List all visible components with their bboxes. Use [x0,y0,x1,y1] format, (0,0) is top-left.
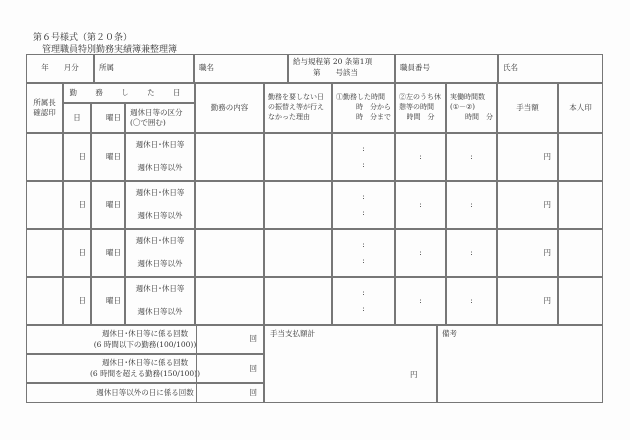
work-content-field[interactable] [195,181,264,229]
manager-seal-field[interactable] [26,133,63,181]
break-l1: ②左のうち休 [399,93,441,102]
count-field-2[interactable]: 回 [196,354,264,383]
work-content-field[interactable] [195,133,264,181]
worked-time-field[interactable] [332,277,395,325]
day-field[interactable]: 日 [63,277,91,325]
day-field[interactable]: 日 [63,133,91,181]
actual-l3: 時間 分 [465,112,493,121]
start-colon: : [362,143,365,153]
holiday-class-l2: (〇で囲む) [130,118,166,127]
option-holiday[interactable]: 週休日･休日等 [135,140,185,150]
weekday-field[interactable]: 曜日 [91,277,125,325]
manager-seal-header [26,83,63,133]
manager-seal-field[interactable] [26,229,63,277]
break-time-field[interactable]: : [395,229,446,277]
option-holiday[interactable]: 週休日･休日等 [135,188,185,198]
option-holiday[interactable]: 週休日･休日等 [135,284,185,294]
weekday-field[interactable]: 曜日 [91,229,125,277]
remarks-field[interactable] [437,325,603,403]
reason-field[interactable] [264,229,332,277]
worked-time-l2: 時 分から [356,103,391,112]
start-colon: : [362,191,365,201]
reason-field[interactable] [264,181,332,229]
allowance-field[interactable]: 円 [497,133,558,181]
end-colon: : [362,160,365,169]
holiday-class-field[interactable] [125,229,195,277]
option-non-holiday[interactable]: 週休日等以外 [137,259,183,269]
weekday-field[interactable]: 曜日 [91,133,125,181]
reason-field[interactable] [264,277,332,325]
break-time-header [395,83,446,133]
actual-hours-field[interactable]: : [446,277,497,325]
remarks-label: 備考 [442,329,457,338]
total-payment-label: 手当支払額計 [270,329,315,338]
weekday-header: 曜日 [91,103,125,133]
holiday-class-field[interactable] [125,277,195,325]
summary-row1-l1: 週休日･休日等に係る回数 [101,329,189,338]
actual-hours-field[interactable]: : [446,229,497,277]
actual-hours-header [446,83,497,133]
reason-header [264,83,332,133]
actual-l2: (①－②) [450,103,476,112]
option-non-holiday[interactable]: 週休日等以外 [137,211,183,221]
worked-time-field[interactable] [332,229,395,277]
work-content-field[interactable] [195,277,264,325]
holiday-class-header [125,103,195,133]
holiday-class-l1: 週休日等の区分 [130,107,183,117]
option-non-holiday[interactable]: 週休日等以外 [137,163,183,173]
weekday-field[interactable]: 曜日 [91,181,125,229]
total-yen-unit: 円 [410,370,418,379]
allowance-field[interactable]: 円 [497,181,558,229]
self-seal-field[interactable] [558,229,603,277]
allowance-field[interactable]: 円 [497,277,558,325]
break-time-field[interactable]: : [395,181,446,229]
affiliation-field[interactable]: 所属 [94,54,194,83]
total-payment-field[interactable] [264,325,437,403]
actual-l1: 実働時間数 [450,93,485,102]
self-seal-header: 本人印 [558,83,603,133]
end-colon: : [362,256,365,265]
form-title: 管理職員特別勤務実績簿兼整理簿 [42,45,178,55]
day-header: 日 [63,103,91,133]
manager-seal-l2: 確認印 [33,108,56,117]
self-seal-field[interactable] [558,181,603,229]
manager-seal-l1: 所属長 [33,97,56,107]
start-colon: : [362,287,365,297]
worked-time-header [332,83,395,133]
employee-number-field[interactable]: 職員番号 [395,54,498,83]
break-l3: 時間 分 [406,112,435,121]
self-seal-field[interactable] [558,133,603,181]
start-colon: : [362,239,365,249]
end-colon: : [362,304,365,313]
count-field-1[interactable]: 回 [196,325,264,354]
summary-row1-l2: (6 時間以下の勤務(100/100)) [93,339,197,349]
actual-hours-field[interactable]: : [446,181,497,229]
worked-time-field[interactable] [332,133,395,181]
option-non-holiday[interactable]: 週休日等以外 [137,307,183,317]
regulation-field[interactable] [288,54,395,83]
year-month-field[interactable]: 年 月分 [26,54,94,83]
day-field[interactable]: 日 [63,229,91,277]
actual-hours-field[interactable]: : [446,133,497,181]
regulation-line2: 第 号該当 [313,67,358,77]
day-field[interactable]: 日 [63,181,91,229]
holiday-class-field[interactable] [125,133,195,181]
allowance-header: 手当額 [497,83,558,133]
work-content-field[interactable] [195,229,264,277]
end-colon: : [362,208,365,217]
reason-l2: の振替え等が行え [268,103,324,112]
allowance-field[interactable]: 円 [497,229,558,277]
worked-time-l1: ①勤務した時間 [336,93,385,102]
job-title-field[interactable]: 職名 [194,54,288,83]
break-l2: 憩等の時間 [399,103,434,112]
regulation-line1: 給与規程第 20 条第1項 [293,57,373,66]
break-time-field[interactable]: : [395,277,446,325]
name-field[interactable]: 氏名 [498,54,603,83]
worked-time-field[interactable] [332,181,395,229]
worked-day-header: 勤 務 し た 日 [63,83,195,103]
summary-count-non-holiday: 週休日等以外の日に係る回数 [26,383,264,403]
manager-seal-field[interactable] [26,277,63,325]
summary-row2-l2: (6 時間を超える勤務(150/100)) [89,368,201,378]
self-seal-field[interactable] [558,277,603,325]
option-holiday[interactable]: 週休日･休日等 [135,236,185,246]
manager-seal-field[interactable] [26,181,63,229]
form-number: 第６号様式（第２０条） [33,33,133,43]
summary-row2-l1: 週休日･休日等に係る回数 [101,358,189,367]
reason-l3: なかった理由 [268,112,310,121]
reason-l1: 勤務を要しない日 [268,93,324,102]
count-field-3[interactable]: 回 [196,383,264,403]
reason-field[interactable] [264,133,332,181]
holiday-class-field[interactable] [125,181,195,229]
worked-time-l3: 時 分まで [356,112,391,121]
work-content-header: 勤務の内容 [195,83,264,133]
break-time-field[interactable]: : [395,133,446,181]
